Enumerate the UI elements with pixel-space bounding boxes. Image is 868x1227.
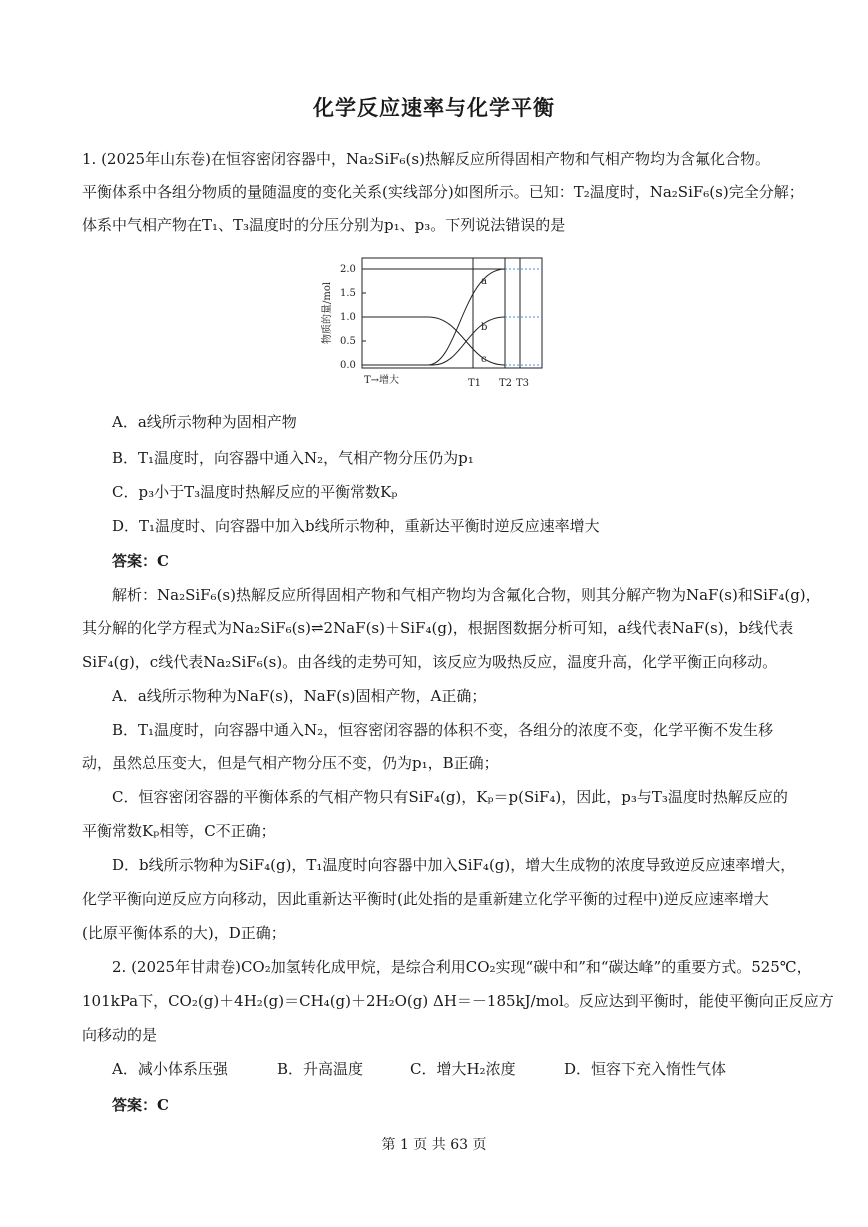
q1-option-c: C．p₃小于T₃温度时热解反应的平衡常数Kₚ xyxy=(112,483,398,501)
q1-analysis-line-10: 化学平衡向逆反应方向移动，因此重新达平衡时(此处指的是重新建立化学平衡的过程中)逆反应速率增大 xyxy=(82,890,769,908)
q2-option-c: C．增大H₂浓度 xyxy=(410,1060,516,1078)
q2-stem-line-3: 向移动的是 xyxy=(82,1026,158,1044)
x-marker-t3: T3 xyxy=(516,378,530,389)
q1-analysis-line-5: B．T₁温度时，向容器中通入N₂，恒容密闭容器的体积不变，各组分的浓度不变，化学平衡不发生移 xyxy=(112,721,774,739)
q1-stem-line-2: 平衡体系中各组分物质的量随温度的变化关系(实线部分)如图所示。已知：T₂温度时，Na₂SiF₆(s)完全分解； xyxy=(82,183,804,201)
q1-analysis-line-3: SiF₄(g)，c线代表Na₂SiF₆(s)。由各线的走势可知，该反应为吸热反应，温度升高，化学平衡正向移动。 xyxy=(82,653,778,671)
y-axis-label: 物质的量/mol xyxy=(322,281,333,345)
q1-option-a: A．a线所示物种为固相产物 xyxy=(112,413,297,431)
q1-analysis-line-1: 解析：Na₂SiF₆(s)热解反应所得固相产物和气相产物均为含氟化合物，则其分解产物为NaF(s)和SiF₄(g)， xyxy=(112,586,821,604)
page-footer: 第 1 页 共 63 页 xyxy=(381,1137,487,1153)
y-tick-0.5: 0.5 xyxy=(340,336,356,347)
series-c-label: c xyxy=(481,354,487,365)
page-title: 化学反应速率与化学平衡 xyxy=(313,96,555,120)
series-b-label: b xyxy=(481,322,488,333)
q1-stem-line-3: 体系中气相产物在T₁、T₃温度时的分压分别为p₁、p₃。下列说法错误的是 xyxy=(82,216,566,234)
chart-frame xyxy=(362,258,542,368)
q1-analysis-line-4: A．a线所示物种为NaF(s)，NaF(s)固相产物，A正确； xyxy=(112,687,487,705)
series-a-label: a xyxy=(481,276,487,287)
y-tick-0.0: 0.0 xyxy=(340,360,356,371)
y-tick-1.5: 1.5 xyxy=(340,288,356,299)
q1-answer: 答案：C xyxy=(112,552,169,570)
q2-option-d: D．恒容下充入惰性气体 xyxy=(564,1060,727,1078)
q2-stem-line-2: 101kPa下，CO₂(g)＋4H₂(g)＝CH₄(g)＋2H₂O(g) ΔH＝－185kJ/mol。反应达到平衡时，能使平衡向正反应方 xyxy=(82,992,834,1010)
x-marker-t1: T1 xyxy=(468,378,482,389)
y-tick-1.0: 1.0 xyxy=(340,312,356,323)
q1-analysis-line-8: 平衡常数Kₚ相等，C不正确； xyxy=(82,822,276,840)
q2-answer: 答案：C xyxy=(112,1096,169,1114)
y-tick-2.0: 2.0 xyxy=(340,264,356,275)
mole-vs-temperature-chart xyxy=(318,250,548,398)
q1-analysis-line-7: C．恒容密闭容器的平衡体系的气相产物只有SiF₄(g)，Kₚ＝p(SiF₄)，因此，p₃与T₃温度时热解反应的 xyxy=(112,788,788,806)
q2-option-a: A．减小体系压强 xyxy=(112,1060,228,1078)
q2-option-b: B．升高温度 xyxy=(277,1060,364,1078)
q1-stem-line-1: 1. (2025年山东卷)在恒容密闭容器中，Na₂SiF₆(s)热解反应所得固相产物和气相产物均为含氟化合物。 xyxy=(82,150,770,168)
q1-option-d: D．T₁温度时、向容器中加入b线所示物种，重新达平衡时逆反应速率增大 xyxy=(112,517,600,535)
q1-analysis-line-6: 动，虽然总压变大，但是气相产物分压不变，仍为p₁，B正确； xyxy=(82,754,499,772)
q1-option-b: B．T₁温度时，向容器中通入N₂，气相产物分压仍为p₁ xyxy=(112,449,474,467)
q2-stem-line-1: 2. (2025年甘肃卷)CO₂加氢转化成甲烷，是综合利用CO₂实现“碳中和”和“碳达峰”的重要方式。525℃， xyxy=(112,958,812,976)
x-axis-label: T→增大 xyxy=(364,375,400,386)
q1-analysis-line-11: (比原平衡体系的大)，D正确； xyxy=(82,924,286,942)
x-marker-t2: T2 xyxy=(499,378,513,389)
q1-analysis-line-9: D．b线所示物种为SiF₄(g)，T₁温度时向容器中加入SiF₄(g)，增大生成物的浓度导致逆反应速率增大， xyxy=(112,856,796,874)
q1-analysis-line-2: 其分解的化学方程式为Na₂SiF₆(s)⇌2NaF(s)＋SiF₄(g)，根据图数据分析可知，a线代表NaF(s)，b线代表 xyxy=(82,619,794,637)
